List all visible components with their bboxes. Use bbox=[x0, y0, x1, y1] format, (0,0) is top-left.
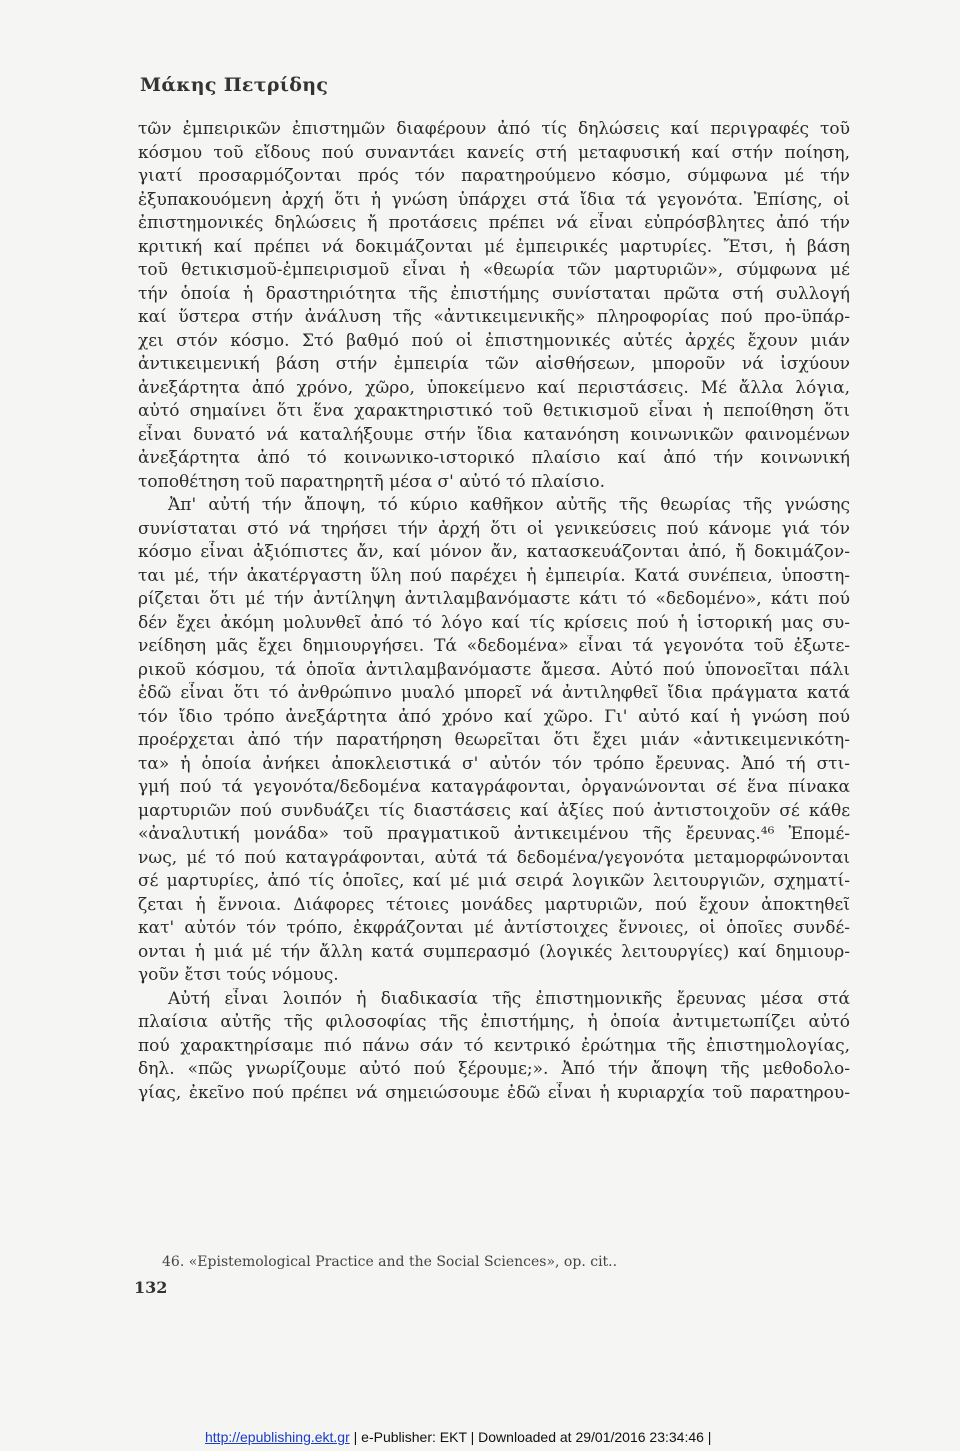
text-line: ἐδῶ εἶναι ὅτι τό ἀνθρώπινο μυαλό μπορεῖ νά ἀντιληφθεῖ ἴδια πράγματα κατά bbox=[138, 683, 850, 703]
text-line: ἀνεξάρτητα ἀπό τό κοινωνικο-ιστορικό πλαίσιο καί ἀπό τήν κοινωνική bbox=[138, 448, 850, 468]
text-line: ρικοῦ κόσμου, τά ὁποῖα ἀντιλαμβανόμαστε ἄμεσα. Αὐτό πού ὑπονοεῖται πάλι bbox=[138, 659, 850, 680]
text-line: γμή πού τά γεγονότα/δεδομένα καταγράφονται, ὀργανώνονται σέ ἕνα πίνακα bbox=[138, 777, 850, 797]
text-line: ονται ἡ μιά μέ τήν ἄλλη κατά συμπερασμό (λογικές λειτουργίες) καί δημιουρ- bbox=[138, 941, 850, 962]
text-line: ἐπιστημονικές δηλώσεις ἤ προτάσεις πρέπει νά εἶναι εὐπρόσβλητες ἀπό τήν bbox=[138, 213, 850, 233]
text-line: «ἀναλυτική μονάδα» τοῦ πραγματικοῦ ἀντικειμένου τῆς ἔρευνας.⁴⁶ Ἐπομέ- bbox=[138, 824, 850, 844]
text-line: ζεται ἡ ἔννοια. Διάφορες τέτοιες μονάδες μαρτυριῶν, πού ἔχουν ἀποκτηθεῖ bbox=[138, 894, 850, 915]
text-line: ἐξυπακουόμενη ἀρχή ὅτι ἡ γνώση ὑπάρχει στά ἴδια τά γεγονότα. Ἐπίσης, οἱ bbox=[138, 189, 850, 210]
text-line: τα» ἡ ὁποία ἀνήκει ἀποκλειστικά σ' αὐτόν τόν τρόπο ἔρευνας. Ἀπό τή στι- bbox=[138, 753, 850, 774]
text-line: τοῦ θετικισμοῦ-ἐμπειρισμοῦ εἶναι ἡ «θεωρία τῶν μαρτυριῶν», σύμφωνα μέ bbox=[138, 260, 850, 280]
text-line: καί ὕστερα στήν ἀνάλυση τῆς «ἀντικειμενικῆς» πληροφορίας πού προ-ϋπάρ- bbox=[138, 307, 850, 327]
text-line: γοῦν ἔτσι τούς νόμους. bbox=[138, 965, 339, 985]
text-line: ἀντικειμενική βάση στήν ἐμπειρία τῶν αἰσθήσεων, μποροῦν νά ἰσχύουν bbox=[138, 354, 850, 374]
text-line: τόν ἴδιο τρόπο ἀνεξάρτητα ἀπό χρόνο καί χῶρο. Γι' αὐτό καί ἡ γνώση πού bbox=[138, 706, 850, 727]
text-line: γίας, ἐκεῖνο πού πρέπει νά σημειώσουμε ἐδῶ εἶναι ἡ κυριαρχία τοῦ παρατηρου- bbox=[138, 1082, 850, 1103]
text-line: τῶν ἐμπειρικῶν ἐπιστημῶν διαφέρουν ἀπό τίς δηλώσεις καί περιγραφές τοῦ bbox=[138, 119, 850, 139]
text-line: ἀνεξάρτητα ἀπό χρόνο, χῶρο, ὑποκείμενο καί περιστάσεις. Μέ ἄλλα λόγια, bbox=[138, 377, 850, 398]
text-line: προέρχεται ἀπό τήν παρατήρηση θεωρεῖται ὅτι ἔχει μιάν «ἀντικειμενικότη- bbox=[138, 730, 850, 750]
text-line: αὐτό σημαίνει ὅτι ἕνα χαρακτηριστικό τοῦ θετικισμοῦ εἶναι ἡ πεποίθηση ὅτι bbox=[138, 401, 850, 421]
text-line: τήν ὁποία ἡ δραστηριότητα τῆς ἐπιστήμης συνίσταται πρῶτα στή συλλογή bbox=[138, 283, 850, 304]
text-line: χει στόν κόσμο. Στό βαθμό πού οἱ ἐπιστημονικές αὐτές ἀρχές ἔχουν μιάν bbox=[138, 330, 850, 351]
text-line: σέ μαρτυρίες, ἀπό τίς ὁποῖες, καί μέ μιά σειρά λογικῶν λειτουργιῶν, σχηματί- bbox=[138, 871, 850, 891]
text-line: Ἀπ' αὐτή τήν ἄποψη, τό κύριο καθῆκον αὐτῆς τῆς θεωρίας τῆς γνώσης bbox=[168, 495, 850, 515]
text-line: εἶναι δυνατό νά καταλήξουμε στήν ἴδια κατανόηση κοινωνικῶν φαινομένων bbox=[138, 424, 850, 445]
text-line: νείδηση μᾶς ἔχει δημιουργήσει. Τά «δεδομένα» εἶναι τά γεγονότα τοῦ ἐξωτε- bbox=[138, 636, 850, 656]
text-line: κατ' αὐτόν τόν τρόπο, ἐκφράζονται μέ ἀντίστοιχες ἔννοιες, οἱ ὁποῖες συνδέ- bbox=[138, 918, 850, 938]
page-number: 132 bbox=[134, 1278, 168, 1297]
text-line: νως, μέ τό πού καταγράφονται, αὐτά τά δεδομένα/γεγονότα μεταμορφώνονται bbox=[138, 847, 850, 868]
footnote: 46. «Epistemological Practice and the Social Sciences», op. cit.. bbox=[162, 1254, 618, 1270]
download-footer bbox=[205, 1429, 711, 1445]
text-line: κόσμου τοῦ εἴδους πού συναντάει κανείς στή μεταφυσική καί στήν ποίηση, bbox=[138, 142, 850, 163]
text-line: τοποθέτηση τοῦ παρατηρητῆ μέσα σ' αὐτό τό πλαίσιο. bbox=[138, 471, 606, 492]
text-line: δέν ἔχει ἀκόμη μολυνθεῖ ἀπό τό λόγο καί τίς κρίσεις πού ἡ ἱστορική μας συ- bbox=[138, 612, 850, 633]
text-line: πλαίσια αὐτῆς τῆς φιλοσοφίας τῆς ἐπιστήμης, ἡ ὁποία ἀντιμετωπίζει αὐτό bbox=[138, 1012, 850, 1032]
text-line: μαρτυριῶν πού συνδυάζει τίς διαστάσεις καί ἀξίες πού ἀντιστοιχοῦν σέ κάθε bbox=[138, 800, 850, 821]
text-line: ται μέ, τήν ἀκατέργαστη ὕλη πού παρέχει ἡ ἐμπειρία. Κατά συνέπεια, ὑποστη- bbox=[138, 565, 850, 586]
text-line: Αὐτή εἶναι λοιπόν ἡ διαδικασία τῆς ἐπιστημονικῆς ἔρευνας μέσα στά bbox=[168, 988, 850, 1009]
body-text bbox=[138, 118, 850, 1105]
text-line: συνίσταται στό νά τηρήσει τήν ἀρχή ὅτι οἱ γενικεύσεις πού κάνομε γιά τόν bbox=[138, 518, 850, 539]
running-head: Μάκης Πετρίδης bbox=[140, 74, 329, 96]
text-line: πού χαρακτηρίσαμε πιό πάνω σάν τό κεντρικό ἐρώτημα τῆς ἐπιστημολογίας, bbox=[138, 1035, 850, 1056]
text-line: κόσμο εἶναι ἀξιόπιστες ἄν, καί μόνον ἄν, κατασκευάζονται ἀπό, ἤ δοκιμάζον- bbox=[138, 542, 850, 562]
footer-info: | e-Publisher: EKT | Downloaded at 29/01/2016 23:34:46 | bbox=[349, 1429, 712, 1445]
text-line: γιατί προσαρμόζονται πρός τόν παρατηρούμενο κόσμο, σύμφωνα μέ τήν bbox=[138, 166, 850, 186]
text-line: κριτική καί πρέπει νά δοκιμάζονται μέ ἐμπειρικές μαρτυρίες. Ἔτσι, ἡ βάση bbox=[138, 236, 850, 257]
text-line: δηλ. «πῶς γνωρίζουμε αὐτό πού ξέρουμε;». Ἀπό τήν ἄποψη τῆς μεθοδολο- bbox=[138, 1059, 850, 1079]
text-line: ρίζεται ὅτι μέ τήν ἀντίληψη ἀντιλαμβανόμαστε κάτι τό «δεδομένο», κάτι πού bbox=[138, 589, 850, 609]
publisher-link[interactable]: http://epublishing.ekt.gr bbox=[205, 1429, 350, 1445]
